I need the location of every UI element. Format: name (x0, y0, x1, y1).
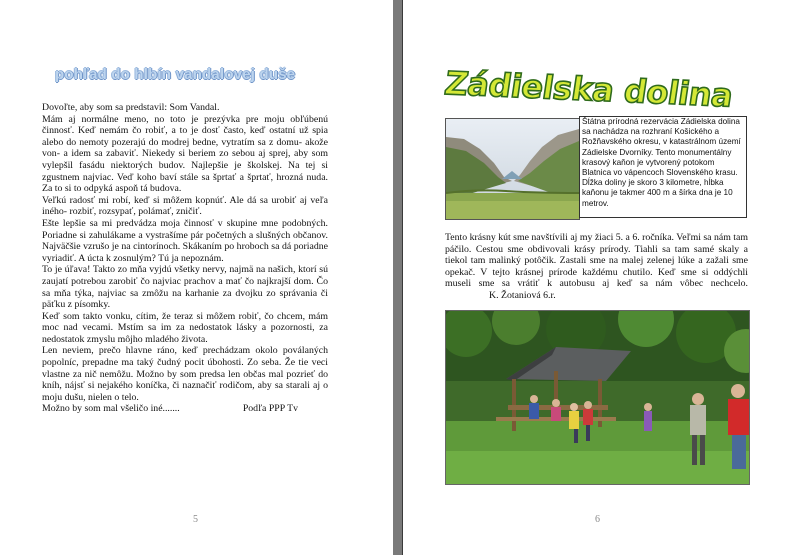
paragraph: Veľkú radosť mi robí, keď si môžem kopnúť. Ale dá sa urobiť aj veľa iného- rozbiť, rozsypať, polámať, zničiť. (42, 194, 328, 218)
picnic-image (446, 311, 749, 484)
valley-image (446, 119, 579, 219)
page-6 (403, 0, 800, 555)
paragraph: Mám aj normálne meno, no toto je prezývka pre moju obľúbenú činnosť. Keď nemám čo robiť, a to je dosť často, keď ostatní už spia alebo do nemoty pozerajú do modrej bedne, vytratím sa z domu- akože von- a idem sa zabaviť. Niekedy si beriem zo sebou aj sprej, aby som vylepšil fasádu niektorých budov. Najlepšie je školskej. Na tej si zgustnem najviac. Veď koho baví stále sa šprtať a šprtať, hrozná nuda. Za to si to odpyká aspoň tá budova. (42, 113, 328, 195)
paragraph: Tento krásny kút sme navštívili aj my žiaci 5. a 6. ročníka. Veľmi sa nám tam páčilo. Cestou sme obdivovali krásy prírody. Tiahli sa tam samé skaly a tiekol tam malinký potôčik. Zastali sme na malej zelenej lúke a zažali sme opekač. V tejto krásnej prírode každému chutilo. Keď sme si oddýchli museli sme sa vrátiť k autobusu aj keď sa nám vôbec nechcelo. (445, 232, 748, 290)
info-box: Štátna prírodná rezervácia Zádielska dolina sa nachádza na rozhraní Košického a Rožňavského okresu, v katastrálnom území Zádielske Dvorníky. Tento monumentálny krasový kaňon je vytvorený potokom Blatnica vo vápencoch Slovenského krasu. Dĺžka doliny je skoro 3 kilometre, hĺbka kaňonu je takmer 400 m a šírka dna je 10 metrov. (579, 116, 747, 218)
valley-photo (445, 118, 580, 220)
signature: K. Žotaniová 6.r. (489, 289, 556, 301)
closing-text: Možno by som mal všeličo iné....... (42, 403, 180, 415)
paragraph: Keď som takto vonku, cítim, že teraz si môžem robiť, čo chcem, mám moc nad vecami. Mstím sa im za nedostatok lásky a pozornosti, za nedostatok zmyslu môjho mladého života. (42, 310, 328, 345)
closing-line (42, 403, 328, 415)
article-body-right (445, 232, 748, 302)
wordart-title-left: pohľad do hlbín vandalovej duše (55, 66, 296, 83)
page-5 (0, 0, 393, 555)
paragraph: Ešte lepšie sa mi predvádza moja činnosť v skupine mne podobných. Poriadne si zahulákame a vystrašíme pár početných a slušných občanov. Najväčšie vzrušo je na cintorínoch. Skákaním po hroboch sa dá poriadne vyriadiť. A úcta k zosnulým? Tú ja nepoznám. (42, 217, 328, 264)
page-number: 5 (193, 514, 198, 525)
paragraph: Dovoľte, aby som sa predstavil: Som Vandal. (42, 102, 220, 113)
picnic-photo (445, 310, 750, 485)
wordart-title-right: Zádielska dolina (442, 64, 736, 115)
paragraph: Len neviem, prečo hlavne ráno, keď prechádzam okolo poválaných popolníc, prepadne ma taký čudný pocit úbohosti. Zo seba. Že tie veci vlastne za nič nemôžu. Možno by som predsa len občas mal pozrieť do kníh, nájsť si nejakého koníčka, či naznačiť rodičom, aby sa starali aj o moju dušu, nielen o telo. (42, 345, 328, 403)
article-body-left (42, 102, 328, 415)
page-gutter (393, 0, 403, 555)
page-number: 6 (595, 514, 600, 525)
signature: Podľa PPP Tv (242, 403, 298, 415)
paragraph: To je úľava! Takto zo mňa vyjdú všetky nervy, najmä na našich, ktorí sú zaujatí potrebou zarobiť čo najviac prachov a mať čo najkrajší dom. Čo sa mňa týka, najviac sa zmôžu na karhanie za dvojku zo správania či päťku z písomky. (42, 264, 328, 311)
